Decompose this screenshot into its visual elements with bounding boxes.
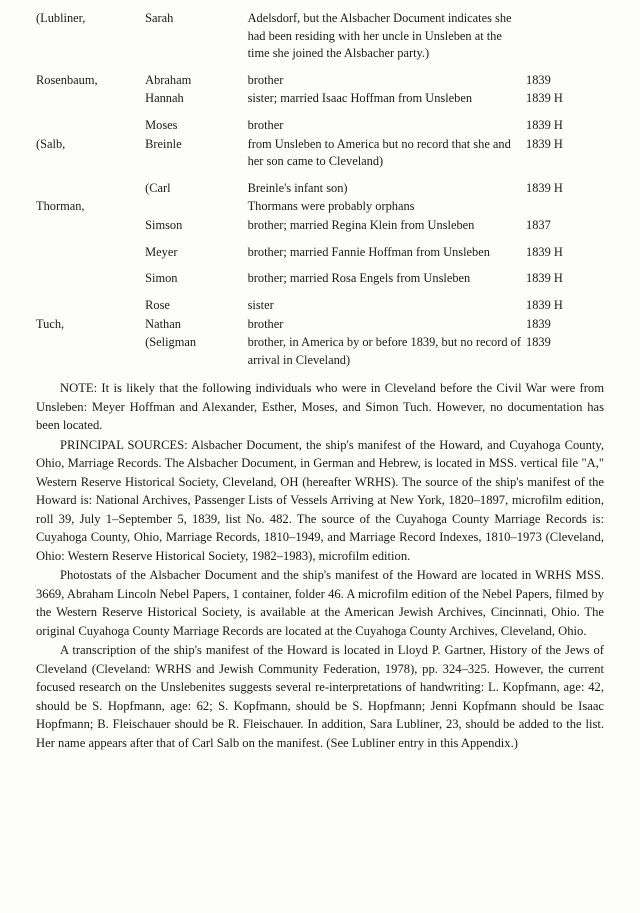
paragraph-text: Photostats of the Alsbacher Document and the ship's manifest of the Howard are located in WRHS MSS. 3669, Abraham Lincoln Nebel Papers, 1 container, folder 46. A microfilm edition of the Nebel Papers, filmed by the Western Reserve Historical Society, is available at the American Jewish Archives, Cincinnati, Ohio. The original Cuyahoga County Marriage Records are located at the Cuyahoga County Archives, Cleveland, Ohio. [36, 568, 604, 638]
cell-description: Adelsdorf, but the Alsbacher Document indicates she had been residing with her uncle in Unsleben at the time she joined the Alsbacher party.) [247, 11, 512, 61]
cell-year: 1839 H [526, 244, 563, 259]
table-row [36, 334, 604, 370]
table-row [36, 90, 604, 109]
cell-given-name: Moses [145, 118, 178, 133]
cell-year [526, 10, 604, 64]
paragraph-text: A transcription of the ship's manifest of the Howard is located in Lloyd P. Gartner, History of the Jews of Cleveland (Cleveland: WRHS and Jewish Community Federation, 1978), pp. 324–325. However, the current focused research on the Unslebenites suggests several re-interpretations of handwriting: L. Kopfmann, age: 42, should be S. Hopfmann, age: 62; S. Kopfmann, should be S. Hopfmann; Jenni Kopfmann should be Isaac Hopfmann; B. Fleischauer should be R. Fleischauer. In addition, Sara Lubliner, 23, should be added to the list. Her name appears after that of Carl Salb on the manifest. (See Lubliner entry in this Appendix.) [36, 643, 604, 750]
cell-year: 1839 H [526, 271, 563, 286]
row-spacer [36, 289, 604, 297]
row-spacer [36, 109, 604, 117]
cell-given-name: Hannah [145, 91, 184, 106]
cell-year: 1839 [526, 316, 551, 331]
cell-description: sister; married Isaac Hoffman from Unsleben [247, 91, 473, 106]
paragraph-lead: PRINCIPAL SOURCES: [60, 437, 188, 452]
row-spacer [36, 64, 604, 72]
table-row [36, 117, 604, 136]
cell-year: 1839 H [526, 118, 563, 133]
table-row [36, 198, 604, 217]
table-row [36, 10, 604, 64]
cell-description: from Unsleben to America but no record that she and her son came to Cleveland) [247, 136, 511, 169]
cell-description: Breinle's infant son) [247, 180, 348, 195]
cell-given-name: Breinle [145, 136, 182, 151]
cell-year: 1839 [526, 72, 551, 87]
table-body [36, 10, 604, 370]
cell-given-name: Abraham [145, 72, 192, 87]
cell-surname [36, 217, 145, 236]
table-row [36, 316, 604, 335]
paragraph-text: Alsbacher Document, the ship's manifest of the Howard, and Cuyahoga County, Ohio, Marriage Records. The Alsbacher Document, in German and Hebrew, is located in MSS. vertical file "A," Western Reserve Historical Society, Cleveland, OH (hereafter WRHS). The source of the ship's manifest of the Howard is: National Archives, Passenger Lists of Vessels Arriving at New York, 1820–1897, microfilm edition, roll 39, July 1–September 5, 1839, list No. 482. The source of the Cuyahoga County Marriage Records is: Cuyahoga County, Ohio, Marriage Records, 1810–1949, and Marriage Record Indexes, 1810–1973 (Cleveland, Ohio: Western Reserve Historical Society, 1982–1983), microfilm edition. [36, 437, 604, 563]
cell-given-name: Rose [145, 297, 170, 312]
cell-given-name: Sarah [145, 11, 174, 25]
cell-surname [36, 297, 145, 316]
paragraph-note [36, 379, 604, 435]
cell-surname: (Salb, [36, 136, 66, 151]
cell-surname [36, 334, 145, 370]
cell-given-name: Simson [145, 218, 183, 233]
cell-year [526, 198, 604, 217]
cell-year: 1839 H [526, 180, 563, 195]
table-row [36, 217, 604, 236]
paragraph-lead: NOTE: [60, 381, 98, 396]
cell-description: brother [247, 72, 284, 87]
paragraph-transcription [36, 641, 604, 752]
cell-surname [36, 117, 145, 136]
cell-year: 1839 H [526, 297, 563, 312]
cell-given-name: Simon [145, 271, 178, 286]
cell-description: brother [247, 118, 284, 133]
cell-year: 1839 H [526, 136, 563, 151]
cell-description: Thormans were probably orphans [247, 199, 415, 214]
cell-description: brother; married Rosa Engels from Unsleben [247, 271, 471, 286]
row-spacer [36, 172, 604, 180]
cell-surname [36, 90, 145, 109]
cell-surname [36, 270, 145, 289]
cell-description: brother [247, 316, 284, 331]
cell-surname: (Lubliner, [36, 11, 86, 25]
cell-year: 1837 [526, 218, 551, 233]
table-row [36, 136, 604, 172]
table-row [36, 297, 604, 316]
unsleben-emigrants-table [36, 10, 604, 370]
row-spacer [36, 236, 604, 244]
table-row [36, 270, 604, 289]
cell-year: 1839 [526, 335, 551, 350]
paragraph-text: It is likely that the following individuals who were in Cleveland before the Civil War were from Unsleben: Meyer Hoffman and Alexander, Esther, Moses, and Simon Tuch. However, no documentation has been located. [36, 381, 604, 433]
cell-description: brother; married Regina Klein from Unsleben [247, 218, 475, 233]
table-row [36, 72, 604, 91]
cell-given-name: (Carl [145, 180, 171, 195]
cell-description: brother; married Fannie Hoffman from Unsleben [247, 244, 490, 259]
table-row [36, 180, 604, 199]
cell-given-name: Meyer [145, 244, 178, 259]
row-spacer [36, 262, 604, 270]
cell-given-name [145, 198, 247, 217]
cell-surname: Rosenbaum, [36, 72, 98, 87]
table-row [36, 244, 604, 263]
cell-year: 1839 H [526, 91, 563, 106]
cell-surname: Thorman, [36, 199, 85, 214]
cell-given-name: (Seligman [145, 335, 197, 350]
paragraph-photostats [36, 566, 604, 640]
cell-description: brother, in America by or before 1839, but no record of arrival in Cleveland) [247, 335, 521, 367]
cell-surname: Tuch, [36, 316, 65, 331]
cell-surname [36, 244, 145, 263]
cell-description: sister [247, 297, 274, 312]
cell-given-name: Nathan [145, 316, 181, 331]
cell-surname [36, 180, 145, 199]
paragraph-principal-sources [36, 436, 604, 566]
